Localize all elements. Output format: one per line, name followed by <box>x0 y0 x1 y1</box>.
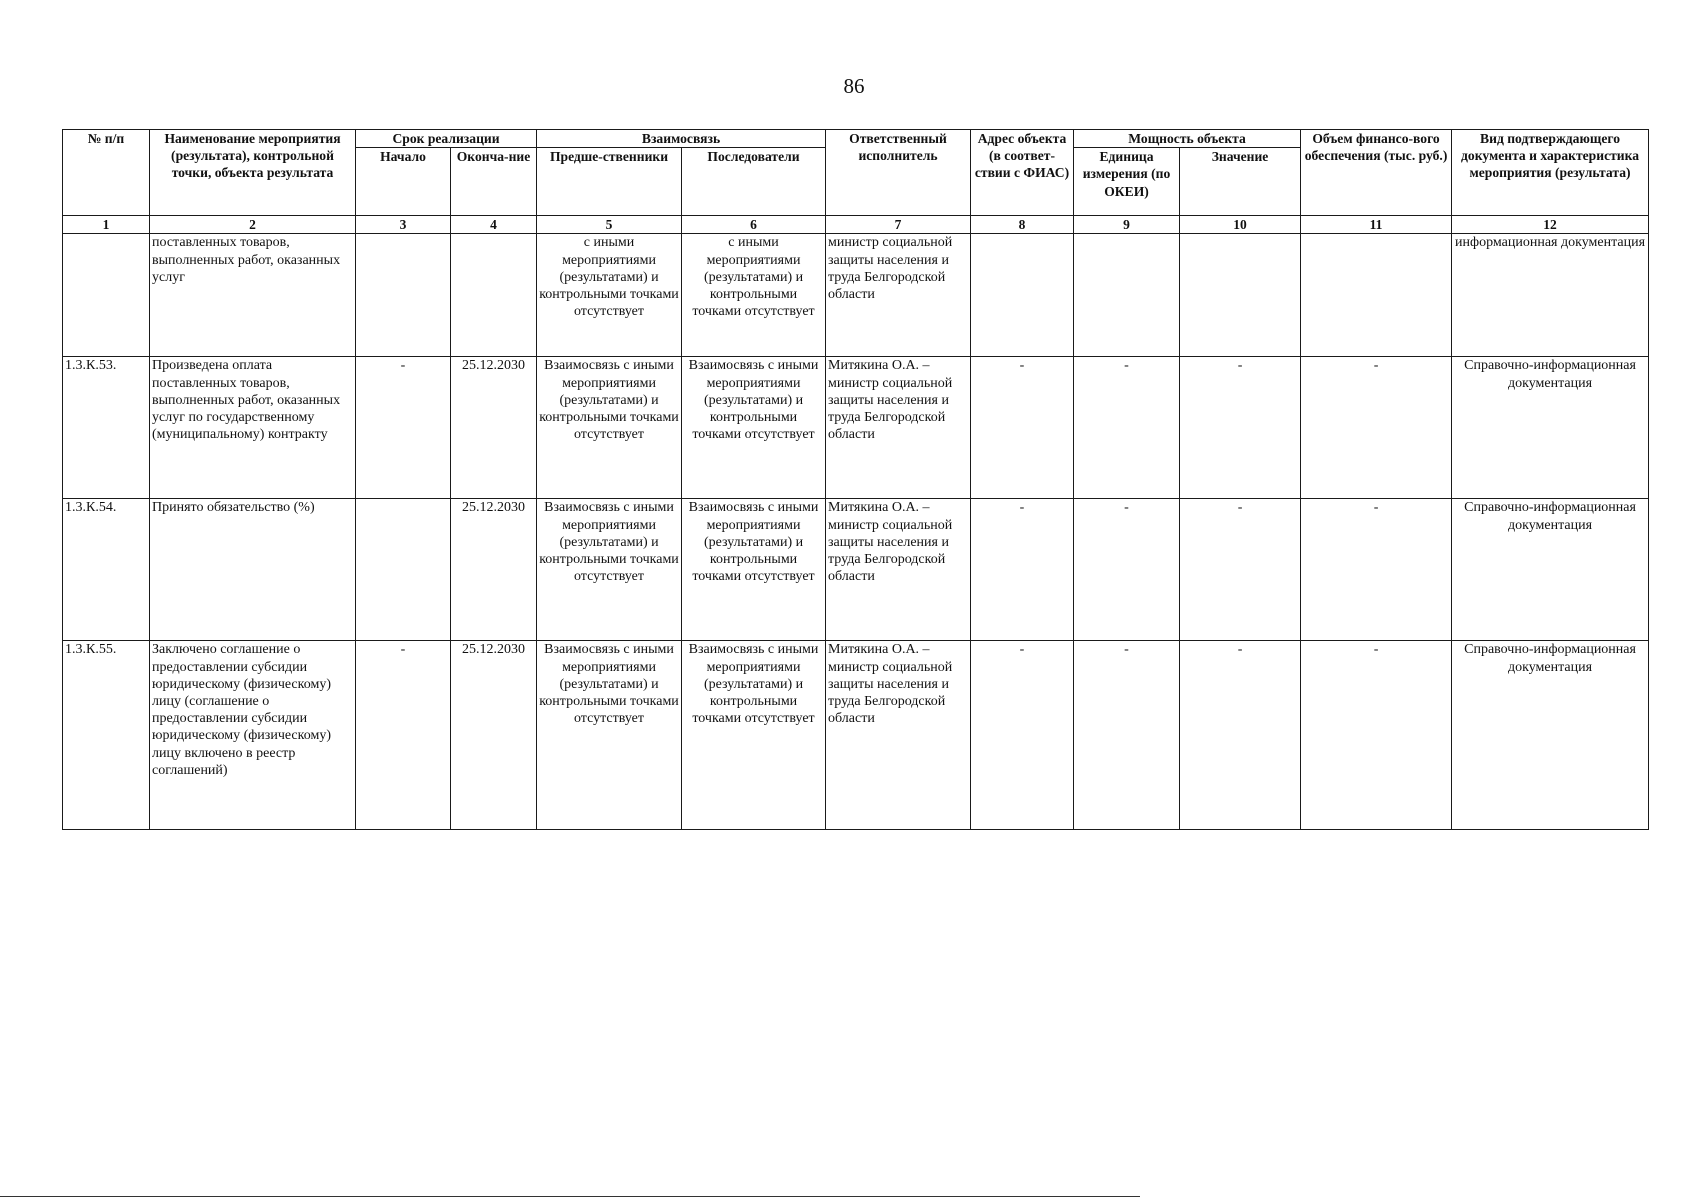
cell-responsible: Митякина О.А. – министр социальной защиты населения и труда Белгородской области <box>826 357 971 499</box>
cell-num: 1.3.К.55. <box>63 641 150 830</box>
cell-end: 25.12.2030 <box>451 357 537 499</box>
cell-start <box>356 499 451 641</box>
cell-start <box>356 234 451 357</box>
cell-address: - <box>971 641 1074 830</box>
header-finance: Объем финансо-вого обеспечения (тыс. руб.) <box>1301 130 1452 216</box>
table-row <box>63 499 1649 641</box>
header-predecessors: Предше-ственники <box>537 148 682 216</box>
table-header <box>63 130 1649 234</box>
cell-value: - <box>1180 641 1301 830</box>
cell-successors: Взаимосвязь с иными мероприятиями (результатами) и контрольными точками отсутствует <box>682 499 826 641</box>
cell-end: 25.12.2030 <box>451 499 537 641</box>
cell-name: Произведена оплата поставленных товаров, выполненных работ, оказанных услуг по государственному (муниципальному) контракту <box>150 357 356 499</box>
column-number: 10 <box>1180 216 1301 234</box>
page-number: 86 <box>843 74 865 98</box>
cell-document: Справочно-информационная документация <box>1452 499 1649 641</box>
cell-unit: - <box>1074 499 1180 641</box>
cell-name: Принято обязательство (%) <box>150 499 356 641</box>
header-document: Вид подтверждающего документа и характеристика мероприятия (результата) <box>1452 130 1649 216</box>
column-number: 6 <box>682 216 826 234</box>
header-start: Начало <box>356 148 451 216</box>
cell-responsible: Митякина О.А. – министр социальной защиты населения и труда Белгородской области <box>826 641 971 830</box>
table-row <box>63 641 1649 830</box>
cell-successors: с иными мероприятиями (результатами) и контрольными точками отсутствует <box>682 234 826 357</box>
header-capacity-group: Мощность объекта <box>1074 130 1301 148</box>
column-number: 2 <box>150 216 356 234</box>
activity-plan-table <box>62 129 1649 830</box>
header-responsible: Ответственный исполнитель <box>826 130 971 216</box>
column-number: 7 <box>826 216 971 234</box>
cell-finance: - <box>1301 357 1452 499</box>
cell-value: - <box>1180 499 1301 641</box>
column-number-row <box>63 216 1649 234</box>
header-relation-group: Взаимосвязь <box>537 130 826 148</box>
column-number: 4 <box>451 216 537 234</box>
column-number: 3 <box>356 216 451 234</box>
cell-successors: Взаимосвязь с иными мероприятиями (результатами) и контрольными точками отсутствует <box>682 357 826 499</box>
cell-predecessors: с иными мероприятиями (результатами) и контрольными точками отсутствует <box>537 234 682 357</box>
cell-finance <box>1301 234 1452 357</box>
cell-address: - <box>971 499 1074 641</box>
cell-unit: - <box>1074 641 1180 830</box>
header-successors: Последователи <box>682 148 826 216</box>
column-number: 5 <box>537 216 682 234</box>
cell-responsible: министр социальной защиты населения и труда Белгородской области <box>826 234 971 357</box>
cell-address: - <box>971 357 1074 499</box>
header-num: № п/п <box>63 130 150 216</box>
cell-predecessors: Взаимосвязь с иными мероприятиями (результатами) и контрольными точками отсутствует <box>537 641 682 830</box>
cell-predecessors: Взаимосвязь с иными мероприятиями (результатами) и контрольными точками отсутствует <box>537 357 682 499</box>
column-number: 9 <box>1074 216 1180 234</box>
cell-unit <box>1074 234 1180 357</box>
cell-start: - <box>356 357 451 499</box>
cell-document: Справочно-информационная документация <box>1452 357 1649 499</box>
cell-name: Заключено соглашение о предоставлении субсидии юридическому (физическому) лицу (соглашение о предоставлении субсидии юридическому (физическому) лицу включено в реестр соглашений) <box>150 641 356 830</box>
cell-finance: - <box>1301 641 1452 830</box>
cell-num: 1.3.К.54. <box>63 499 150 641</box>
column-number: 12 <box>1452 216 1649 234</box>
cell-document: Справочно-информационная документация <box>1452 641 1649 830</box>
cell-value <box>1180 234 1301 357</box>
cell-name: поставленных товаров, выполненных работ, оказанных услуг <box>150 234 356 357</box>
header-period-group: Срок реализации <box>356 130 537 148</box>
header-name: Наименование мероприятия (результата), контрольной точки, объекта результата <box>150 130 356 216</box>
cell-unit: - <box>1074 357 1180 499</box>
cell-num: 1.3.К.53. <box>63 357 150 499</box>
cell-successors: Взаимосвязь с иными мероприятиями (результатами) и контрольными точками отсутствует <box>682 641 826 830</box>
bottom-rule <box>0 1196 1140 1197</box>
cell-finance: - <box>1301 499 1452 641</box>
cell-end: 25.12.2030 <box>451 641 537 830</box>
column-number: 11 <box>1301 216 1452 234</box>
header-unit: Единица измерения (по ОКЕИ) <box>1074 148 1180 216</box>
cell-responsible: Митякина О.А. – министр социальной защиты населения и труда Белгородской области <box>826 499 971 641</box>
header-address: Адрес объекта (в соответ-ствии с ФИАС) <box>971 130 1074 216</box>
cell-value: - <box>1180 357 1301 499</box>
column-number: 1 <box>63 216 150 234</box>
table-row <box>63 357 1649 499</box>
cell-num <box>63 234 150 357</box>
cell-start: - <box>356 641 451 830</box>
cell-address <box>971 234 1074 357</box>
header-value: Значение <box>1180 148 1301 216</box>
column-number: 8 <box>971 216 1074 234</box>
header-end: Оконча-ние <box>451 148 537 216</box>
cell-predecessors: Взаимосвязь с иными мероприятиями (результатами) и контрольными точками отсутствует <box>537 499 682 641</box>
table-row <box>63 234 1649 357</box>
cell-document: информационная документация <box>1452 234 1649 357</box>
cell-end <box>451 234 537 357</box>
